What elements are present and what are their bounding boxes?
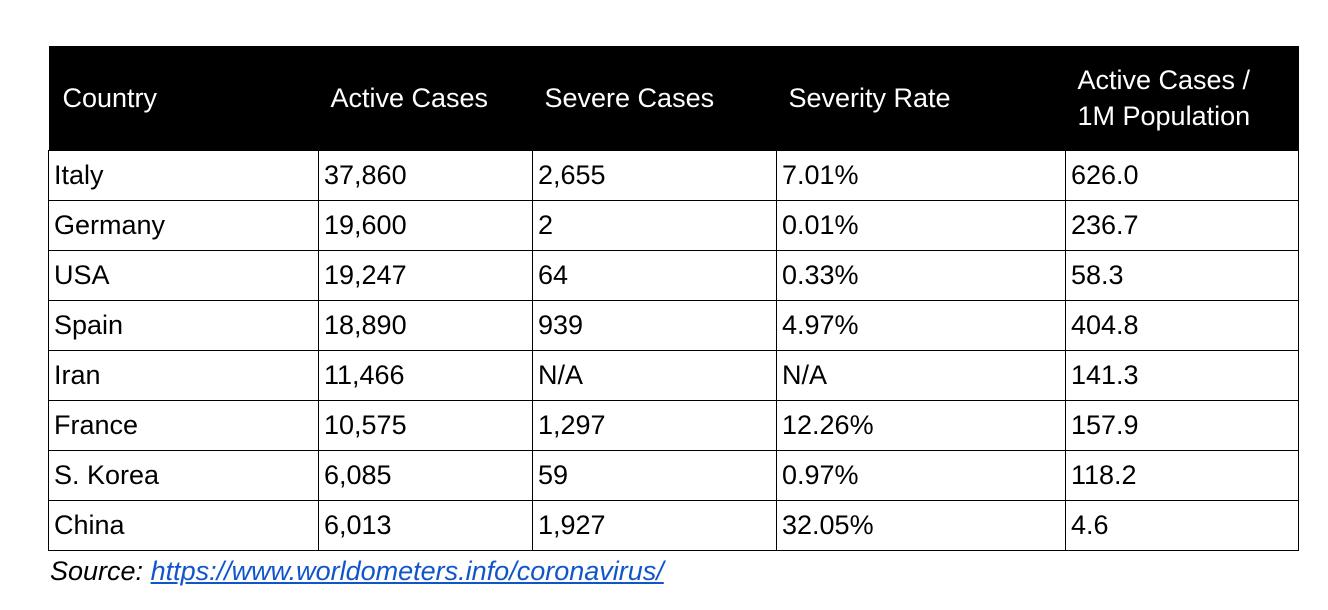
cell-active-cases: 37,860 [319, 150, 533, 200]
cell-active-cases: 11,466 [319, 350, 533, 400]
cell-severity-rate: 12.26% [777, 400, 1066, 450]
source-label: Source: [50, 556, 151, 586]
cell-active-per-million: 236.7 [1066, 200, 1299, 250]
header-active-cases-per-million [1066, 46, 1299, 150]
table-row [49, 450, 1299, 500]
table-body [49, 150, 1299, 550]
cell-severity-rate: 0.33% [777, 250, 1066, 300]
cell-country: S. Korea [49, 450, 319, 500]
data-table-container [48, 46, 1298, 551]
cell-severity-rate: N/A [777, 350, 1066, 400]
cell-active-cases: 18,890 [319, 300, 533, 350]
cell-active-per-million: 118.2 [1066, 450, 1299, 500]
header-country: Country [62, 82, 158, 113]
cell-severe-cases: 2 [533, 200, 777, 250]
cell-active-per-million: 626.0 [1066, 150, 1299, 200]
table-row [49, 150, 1299, 200]
header-severe-cases: Severe Cases [544, 82, 715, 113]
cell-active-per-million: 58.3 [1066, 250, 1299, 300]
cell-country: Spain [49, 300, 319, 350]
cell-country: China [49, 500, 319, 550]
cell-active-cases: 6,013 [319, 500, 533, 550]
active-cases-table [48, 46, 1299, 551]
cell-severe-cases: 1,927 [533, 500, 777, 550]
cell-severe-cases: 59 [533, 450, 777, 500]
table-row [49, 250, 1299, 300]
cell-country: Italy [49, 150, 319, 200]
cell-severe-cases: N/A [533, 350, 777, 400]
cell-severity-rate: 32.05% [777, 500, 1066, 550]
cell-active-cases: 19,600 [319, 200, 533, 250]
cell-active-per-million: 4.6 [1066, 500, 1299, 550]
cell-severity-rate: 0.01% [777, 200, 1066, 250]
header-active-cases-per-million-line1: Active Cases / [1077, 64, 1251, 95]
table-row [49, 200, 1299, 250]
table-row [49, 350, 1299, 400]
cell-country: Germany [49, 200, 319, 250]
table-row [49, 300, 1299, 350]
cell-severity-rate: 4.97% [777, 300, 1066, 350]
cell-severe-cases: 2,655 [533, 150, 777, 200]
cell-active-per-million: 157.9 [1066, 400, 1299, 450]
cell-severity-rate: 0.97% [777, 450, 1066, 500]
cell-active-cases: 19,247 [319, 250, 533, 300]
cell-country: France [49, 400, 319, 450]
table-row [49, 400, 1299, 450]
cell-active-cases: 10,575 [319, 400, 533, 450]
header-active-cases-per-million-line2: 1M Population [1077, 100, 1251, 131]
cell-severe-cases: 64 [533, 250, 777, 300]
cell-country: USA [49, 250, 319, 300]
table-header-row [49, 46, 1299, 150]
header-severity-rate: Severity Rate [788, 82, 951, 113]
cell-severe-cases: 939 [533, 300, 777, 350]
table-row [49, 500, 1299, 550]
cell-country: Iran [49, 350, 319, 400]
source-link[interactable]: https://www.worldometers.info/coronavirus/ [150, 556, 664, 586]
cell-active-cases: 6,085 [319, 450, 533, 500]
cell-active-per-million: 404.8 [1066, 300, 1299, 350]
cell-severe-cases: 1,297 [533, 400, 777, 450]
cell-severity-rate: 7.01% [777, 150, 1066, 200]
cell-active-per-million: 141.3 [1066, 350, 1299, 400]
source-note [50, 556, 664, 586]
header-active-cases: Active Cases [330, 82, 489, 113]
